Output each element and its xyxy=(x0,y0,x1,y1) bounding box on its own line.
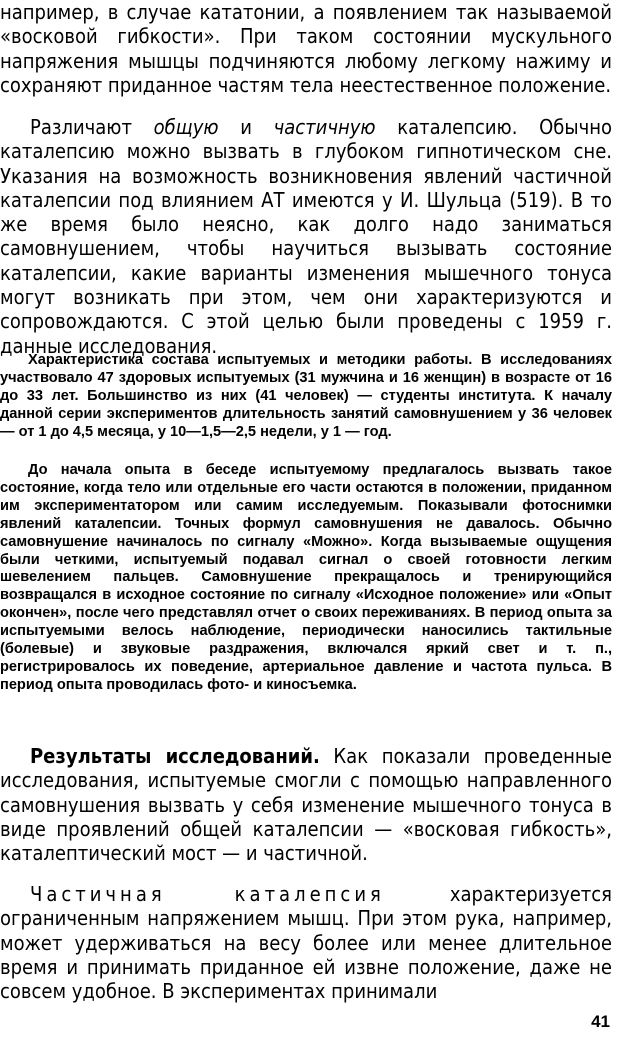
text-segment: каталепсию. Обычно каталепсию можно вызвать в глубоком гипнотическом сне. Указания на возможность возникновения явлений частичной каталепсии под влиянием АТ имеются у И. Шульца (519). В то же время было неясно, как долго надо заниматься самовнушением, чтобы научиться вызывать состояние каталепсии, какие варианты изменения мышечного тонуса могут возникать при этом, чем они характеризуются и сопровождаются. С этой целью были проведены с 1959 г. данные исследования. xyxy=(0,115,612,358)
italic-term-general: общую xyxy=(153,115,219,139)
section-heading-results: Результаты исследований. xyxy=(30,744,320,768)
text-segment: Как показали проведенные исследования, испытуемые смогли с помощью направленного самовнушения вызвать у себя изменение мышечного тонуса в виде проявлений общей каталепсии — «восковая гибкость», каталептический мост — и частичной. xyxy=(0,744,612,866)
text-segment: характеризуется ограниченным напряжением мышц. При этом рука, например, может удерживаться на весу более или менее длительное время и принимать приданное ей извне положение, даже не совсем удобное. В экспериментах принимали xyxy=(0,882,612,1004)
paragraph-catalepsy-types xyxy=(0,115,612,358)
page-number: 41 xyxy=(591,1012,610,1031)
paragraph-experiment-procedure: До начала опыта в беседе испытуемому предлагалось вызвать такое состояние, когда тело или отдельные его части остаются в положении, приданном им экспериментатором или самим исследуемым. Показывали фотоснимки явлений каталепсии. Точных формул самовнушения не давалось. Обычно самовнушение начиналось по сигналу «Можно». Когда вызываемые ощущения были четкими, испытуемый подавал сигнал о своей готовности легким шевелением пальцев. Самовнушение прекращалось и тренирующийся возвращался в исходное состояние по сигналу «Исходное положение» или «Опыт окончен», после чего представлял отчет о своих переживаниях. В период опыта за испытуемыми велось наблюдение, периодически наносились тактильные (болевые) и звуковые раздражения, включался яркий свет и т. п., регистрировалось их поведение, артериальное давление и частота пульса. В период опыта проводилась фото- и киносъемка. xyxy=(0,462,612,693)
text-segment: и xyxy=(218,115,274,139)
text-segment: Различают xyxy=(30,115,154,139)
section-heading-subjects: Характеристика состава испытуемых и методики работы. xyxy=(28,352,473,368)
spaced-term-partial-catalepsy: Частичная каталепсия xyxy=(30,882,385,906)
paragraph-catatonia: например, в случае кататонии, а появлением так называемой «восковой гибкости». При таком состоянии мускульного напряжения мышцы подчиняются любому легкому нажиму и сохраняют приданное частям тела неестественное положение. xyxy=(0,0,612,97)
paragraph-results xyxy=(0,744,612,865)
paragraph-subjects-methods xyxy=(0,352,612,442)
italic-term-partial: частичную xyxy=(273,115,376,139)
paragraph-partial-catalepsy xyxy=(0,882,612,1003)
text-segment: В исследованиях участвовало 47 здоровых испытуемых (31 мужчина и 16 женщин) в возрасте от 16 до 33 лет. Большинство из них (41 человек) — студенты института. К началу данной серии экспериментов длительность занятий самовнушением у 36 человек — от 1 до 4,5 месяца, у 10—1,5—2,5 недели, у 1 — год. xyxy=(0,352,612,440)
